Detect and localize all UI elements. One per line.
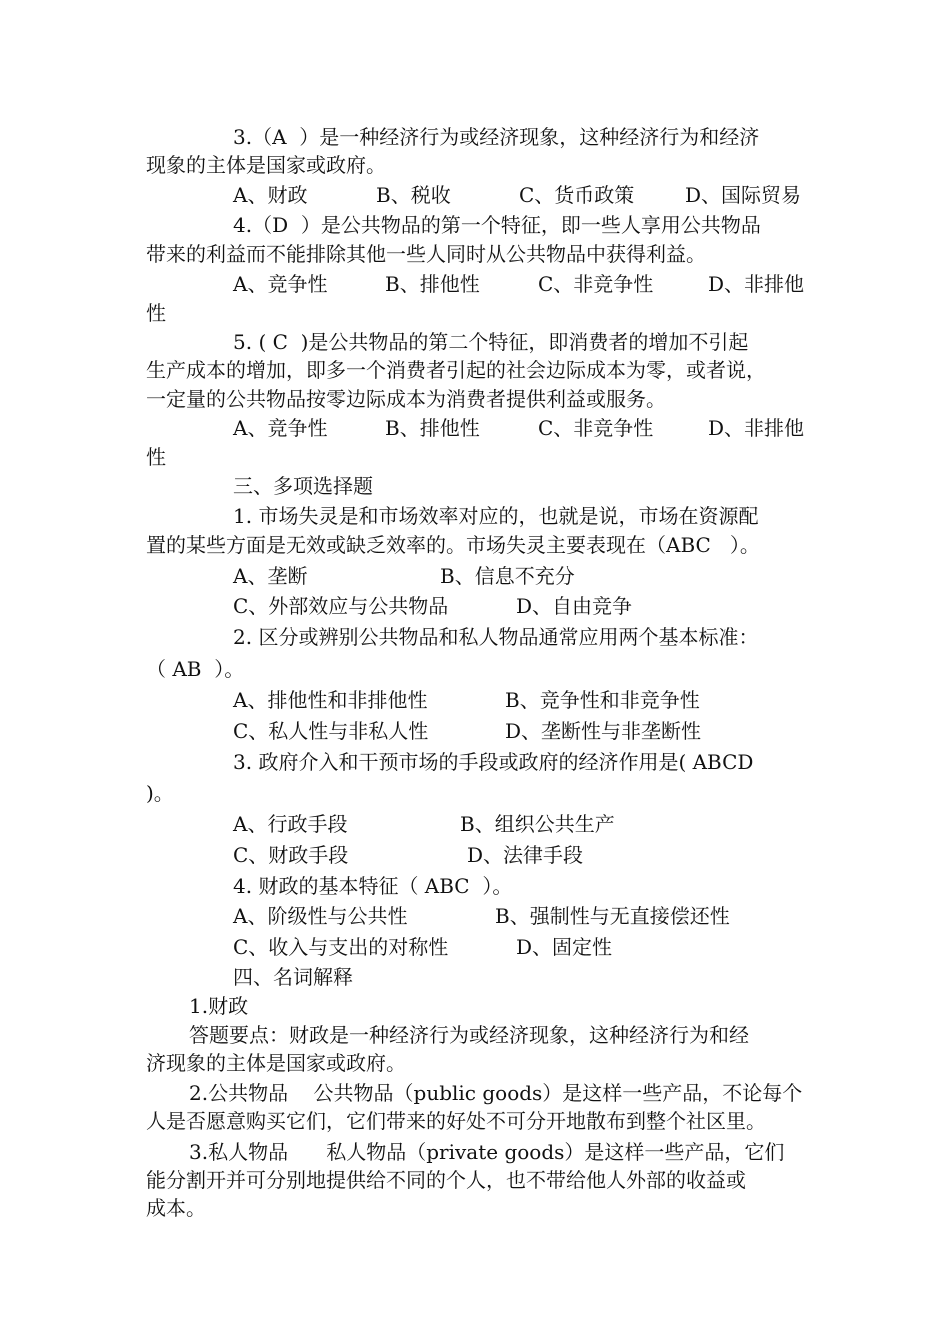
mq2-text-line1: 2. 区分或辨别公共物品和私人物品通常应用两个基本标准： [233, 625, 759, 649]
q4-option-b: B、排他性 [385, 272, 480, 296]
q3-option-b: B、税收 [376, 183, 451, 207]
q4-option-a: A、竞争性 [233, 272, 328, 296]
mq4-option-d: D、固定性 [516, 935, 613, 959]
section-heading-terms: 四、名词解释 [233, 965, 353, 989]
q5-option-c: C、非竞争性 [538, 416, 654, 440]
q5-option-b: B、排他性 [385, 416, 480, 440]
section-heading-multi-choice: 三、多项选择题 [233, 474, 373, 498]
mq1-option-d: D、自由竞争 [516, 594, 633, 618]
term1-answer-line2: 济现象的主体是国家或政府。 [146, 1051, 406, 1075]
q4-text-line1: 4.（D ）是公共物品的第一个特征，即一些人享用公共物品 [233, 213, 761, 237]
mq4-option-c: C、收入与支出的对称性 [233, 935, 449, 959]
mq2-option-a: A、排他性和非排他性 [233, 688, 428, 712]
term3-line1: 3.私人物品 私人物品（private goods）是这样一些产品，它们 [189, 1140, 785, 1164]
mq3-option-b: B、组织公共生产 [460, 812, 615, 836]
term2-line2: 人是否愿意购买它们，它们带来的好处不可分开地散布到整个社区里。 [146, 1109, 766, 1133]
mq2-option-d: D、垄断性与非垄断性 [505, 719, 702, 743]
mq1-option-b: B、信息不充分 [440, 564, 575, 588]
term3-line3: 成本。 [146, 1196, 206, 1220]
q5-text-line1: 5. ( C )是公共物品的第二个特征，即消费者的增加不引起 [233, 330, 749, 354]
q4-option-d-wrap: 性 [146, 301, 166, 325]
mq1-option-c: C、外部效应与公共物品 [233, 594, 449, 618]
mq3-text-line2: )。 [146, 781, 174, 805]
mq1-option-a: A、垄断 [233, 564, 308, 588]
mq2-option-c: C、私人性与非私人性 [233, 719, 429, 743]
mq3-option-d: D、法律手段 [467, 843, 584, 867]
mq4-text-line1: 4. 财政的基本特征（ ABC ）。 [233, 874, 513, 898]
mq1-text-line2: 置的某些方面是无效或缺乏效率的。市场失灵主要表现在（ABC ）。 [146, 533, 760, 557]
q3-text-line1: 3.（A ）是一种经济行为或经济现象，这种经济行为和经济 [233, 125, 760, 149]
mq2-option-b: B、竞争性和非竞争性 [505, 688, 700, 712]
q4-text-line2: 带来的利益而不能排除其他一些人同时从公共物品中获得利益。 [146, 242, 706, 266]
q5-option-d-wrap: 性 [146, 445, 166, 469]
q3-option-a: A、财政 [233, 183, 308, 207]
mq3-text-line1: 3. 政府介入和干预市场的手段或政府的经济作用是( ABCD [233, 750, 754, 774]
term1-answer-line1: 答题要点：财政是一种经济行为或经济现象，这种经济行为和经 [189, 1023, 749, 1047]
mq1-text-line1: 1. 市场失灵是和市场效率对应的，也就是说，市场在资源配 [233, 504, 759, 528]
q5-option-d: D、非排他 [708, 416, 805, 440]
mq4-option-a: A、阶级性与公共性 [233, 904, 408, 928]
q5-text-line2: 生产成本的增加，即多一个消费者引起的社会边际成本为零，或者说， [146, 358, 766, 382]
q4-option-d: D、非排他 [708, 272, 805, 296]
mq3-option-a: A、行政手段 [233, 812, 348, 836]
q4-option-c: C、非竞争性 [538, 272, 654, 296]
term1-title: 1.财政 [189, 994, 249, 1018]
q3-option-d: D、国际贸易 [685, 183, 802, 207]
q3-option-c: C、货币政策 [519, 183, 635, 207]
mq2-text-line2: （ AB ）。 [146, 657, 245, 681]
mq3-option-c: C、财政手段 [233, 843, 349, 867]
term3-line2: 能分割开并可分别地提供给不同的个人，也不带给他人外部的收益或 [146, 1168, 746, 1192]
q5-text-line3: 一定量的公共物品按零边际成本为消费者提供利益或服务。 [146, 387, 666, 411]
q5-option-a: A、竞争性 [233, 416, 328, 440]
term2-line1: 2.公共物品 公共物品（public goods）是这样一些产品，不论每个 [189, 1081, 803, 1105]
q3-text-line2: 现象的主体是国家或政府。 [146, 153, 386, 177]
mq4-option-b: B、强制性与无直接偿还性 [495, 904, 730, 928]
